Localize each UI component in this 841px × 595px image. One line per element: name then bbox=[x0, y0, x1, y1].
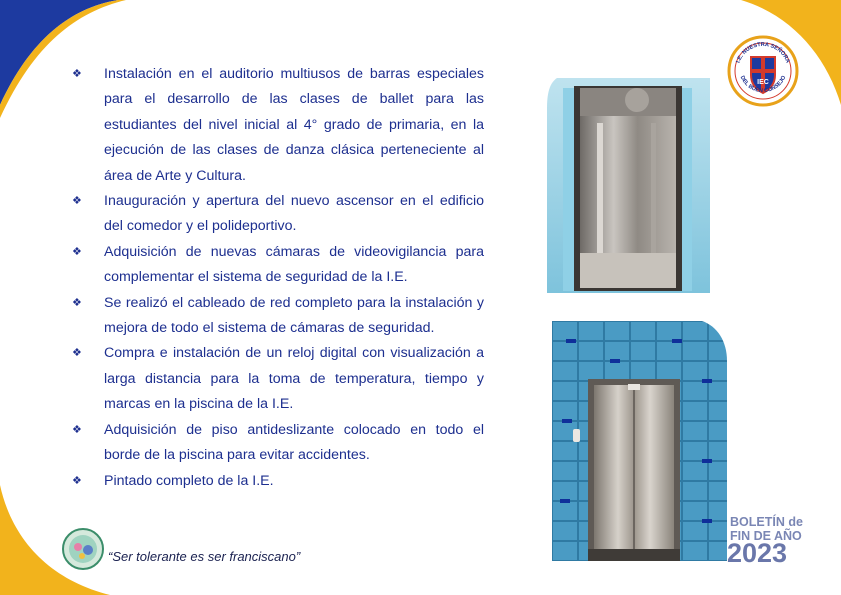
footer-motto: “Ser tolerante es ser franciscano” bbox=[108, 549, 301, 564]
achievements-list bbox=[72, 62, 484, 494]
list-item: ❖ Instalación en el auditorio multiusos de barras especiales para el desarrollo de las clases de ballet para las estudiantes del nivel inicial al 4° grado de primaria, en la ejecución de las clases de danza clásica perteneciente al área de Arte y Cultura. bbox=[72, 62, 484, 189]
diamond-bullet-icon: ❖ bbox=[72, 68, 82, 80]
elevator-exterior-photo bbox=[552, 321, 727, 561]
logo-ring-bottom: DEL BUEN CONSEJO bbox=[738, 74, 788, 95]
diamond-bullet-icon: ❖ bbox=[72, 474, 82, 487]
elevator-interior-photo bbox=[547, 78, 710, 293]
diamond-bullet-icon: ❖ bbox=[72, 296, 82, 309]
diamond-bullet-icon: ❖ bbox=[72, 423, 82, 436]
logo-shield-letters bbox=[757, 79, 769, 86]
school-logo bbox=[727, 35, 799, 107]
svg-text:IEC: IEC bbox=[757, 79, 769, 86]
list-item: ❖ Adquisición de piso antideslizante colocado en todo el borde de la piscina para evitar accidentes. bbox=[72, 418, 484, 469]
bulletin-year: 2023 bbox=[727, 538, 788, 568]
list-item: ❖ Se realizó el cableado de red completo para la instalación y mejora de todo el sistema de cámaras de seguridad. bbox=[72, 291, 484, 342]
list-item: ❖ Inauguración y apertura del nuevo ascensor en el edificio del comedor y el polideportivo. bbox=[72, 189, 484, 240]
list-item: ❖ Adquisición de nuevas cámaras de videovigilancia para complementar el sistema de seguridad de la I.E. bbox=[72, 240, 484, 291]
diamond-bullet-icon: ❖ bbox=[72, 245, 82, 258]
logo-ring-top: I.E. NUESTRA SEÑORA bbox=[735, 41, 791, 65]
franciscan-emblem-icon bbox=[62, 528, 104, 570]
diamond-bullet-icon: ❖ bbox=[72, 347, 82, 360]
bulletin-line-1: BOLETÍN de bbox=[730, 515, 803, 529]
list-item: ❖ Compra e instalación de un reloj digital con visualización a larga distancia para la toma de temperatura, tiempo y marcas en la piscina de la I.E. bbox=[72, 341, 484, 417]
bulletin-line-2: FIN DE AÑO bbox=[730, 529, 802, 543]
list-item: ❖ Pintado completo de la I.E. bbox=[72, 469, 484, 494]
diamond-bullet-icon: ❖ bbox=[72, 195, 82, 208]
